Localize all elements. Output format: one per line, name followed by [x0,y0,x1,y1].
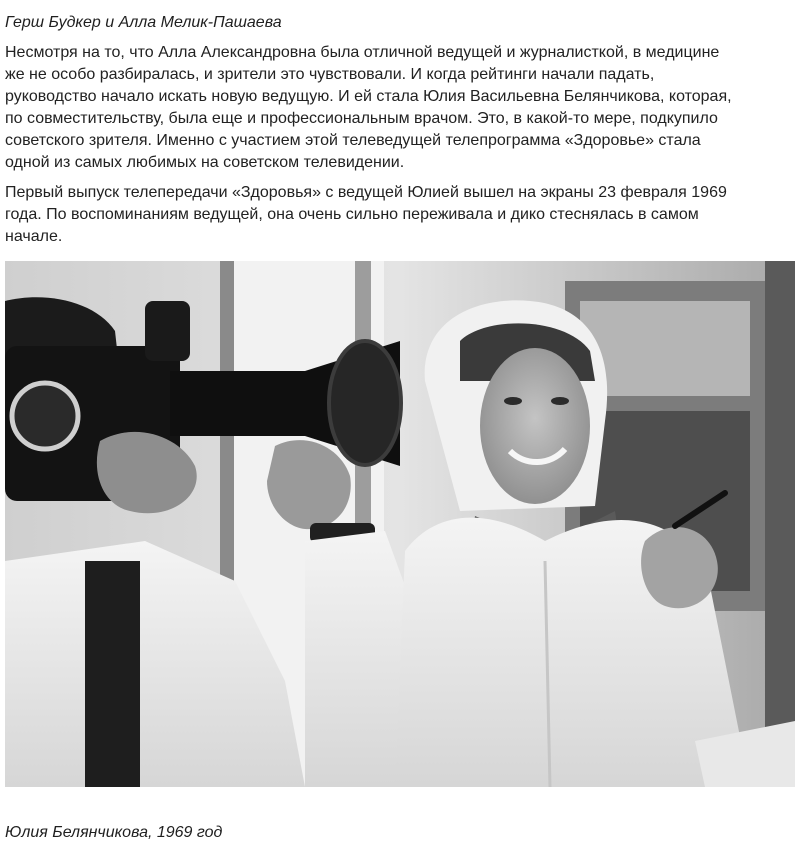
camera-lens-hood [329,341,401,465]
paragraph-line: руководство начало искать новую ведущую. И ей стала Юлия Васильевна Белянчикова, которая, [5,88,732,105]
paragraph-line: Первый выпуск телепередачи «Здоровья» с ведущей Юлией вышел на экраны 23 февраля 1969 [5,184,727,201]
top-photo-caption: Герш Будкер и Алла Мелик-Пашаева [5,14,282,31]
paragraph-line: по совместительству, была еще и профессиональным врачом. Это, в какой-то мере, подкупило [5,110,718,127]
woman-face [480,348,590,504]
right-wall-shadow [765,261,795,787]
woman-eye-right [551,397,569,405]
camera-top-mount [145,301,190,361]
article-paragraph-1 [5,42,795,174]
paragraph-line: одной из самых любимых на советском телевидении. [5,154,405,171]
paragraph-line: же не особо разбиралась, и зрители это чувствовали. И когда рейтинги начали падать, [5,66,655,83]
article-paragraph-2 [5,182,795,248]
bottom-photo-caption: Юлия Белянчикова, 1969 год [5,824,223,841]
paragraph-line: начале. [5,228,63,245]
camera-reel [12,383,78,449]
woman-eye-left [504,397,522,405]
photo-illustration [5,261,795,787]
article-photo [5,261,795,787]
paragraph-line: советского зрителя. Именно с участием этой телеведущей телепрограмма «Здоровье» стала [5,132,701,149]
camera-strap [85,561,140,787]
paragraph-line: года. По воспоминаниям ведущей, она очень сильно переживала и дико стеснялась в самом [5,206,699,223]
paragraph-line: Несмотря на то, что Алла Александровна была отличной ведущей и журналисткой, в медицине [5,44,720,61]
